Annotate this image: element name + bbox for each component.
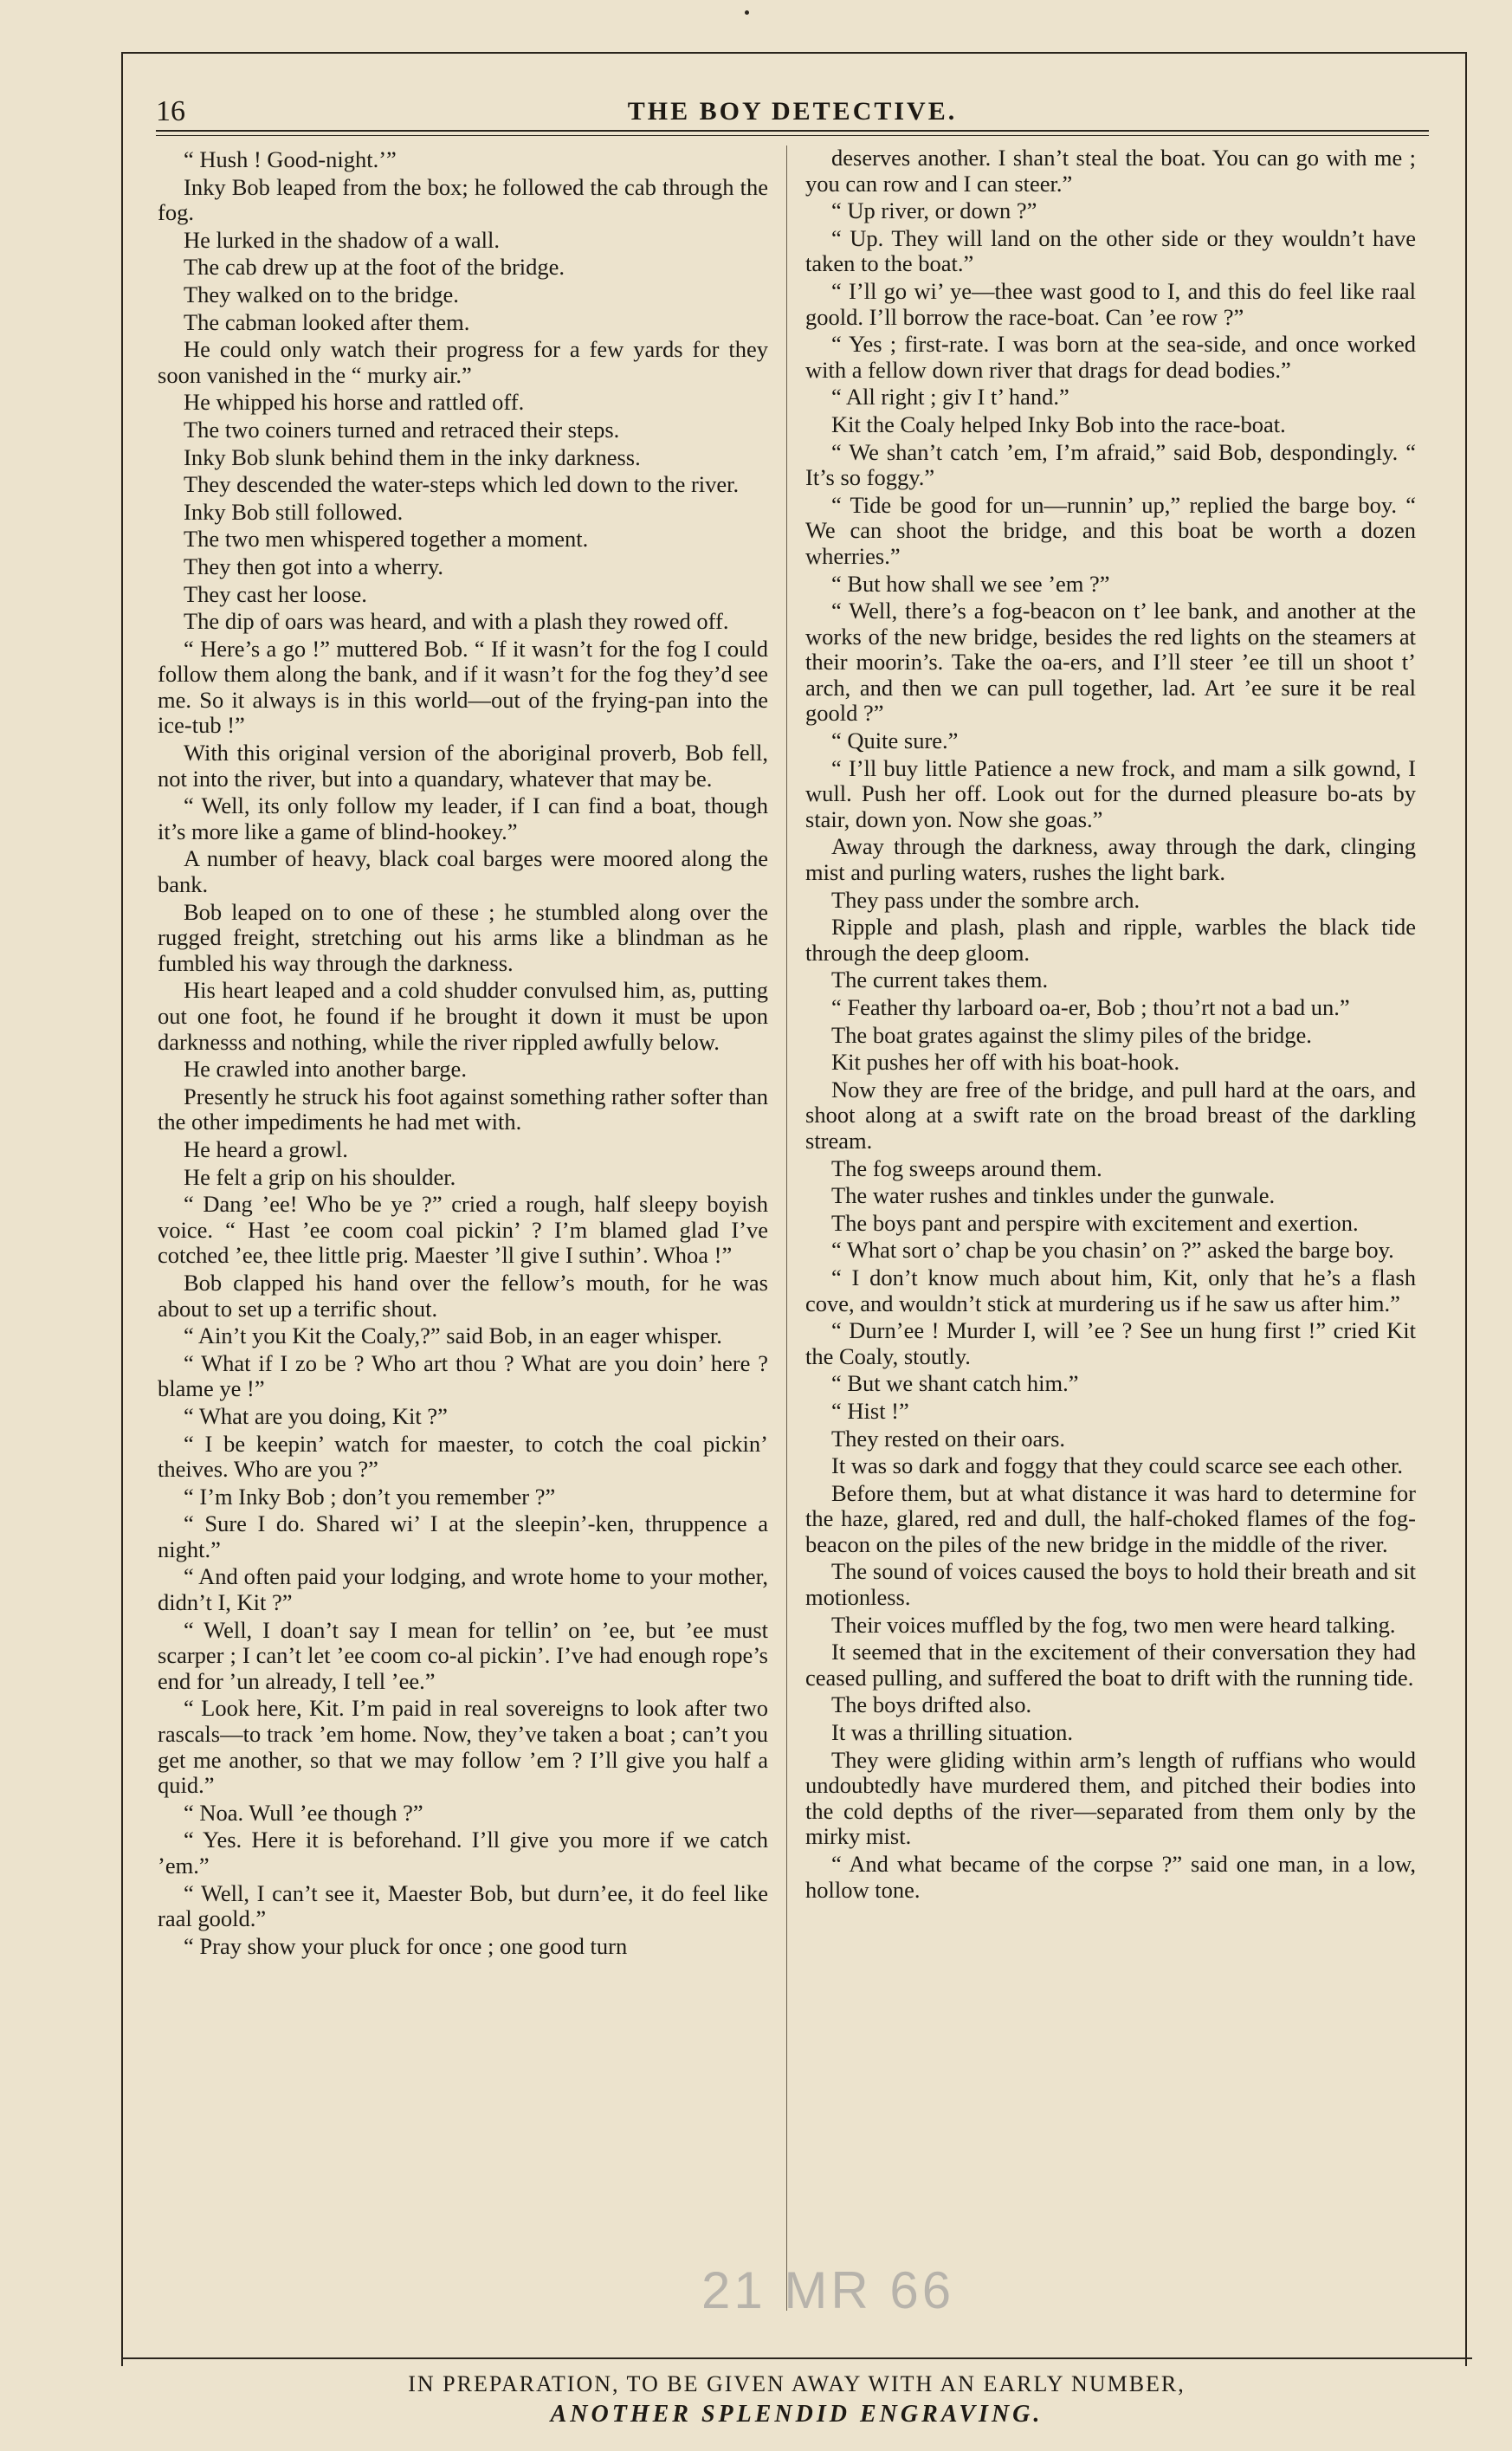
paragraph: The water rushes and tinkles under the gunwale. bbox=[831, 1182, 1276, 1209]
paragraph: Bob clapped his hand over the fellow’s mouth, for he was about to set up a terrific shout. bbox=[158, 1269, 768, 1322]
paragraph: “ Look here, Kit. I’m paid in real sovereigns to look after two rascals—to track ’em home. Now, they’ve taken a boat ; can’t you get me another, so that we may follow ’em ? I’ll give you half a quid.” bbox=[158, 1695, 768, 1799]
paragraph: “ Noa. Wull ’ee though ?” bbox=[184, 1799, 423, 1826]
paragraph: The boys pant and perspire with excitement and exertion. bbox=[831, 1209, 1359, 1236]
paragraph: “ Pray show your pluck for once ; one good turn bbox=[184, 1932, 628, 1959]
paragraph: The cab drew up at the foot of the bridge. bbox=[184, 254, 565, 281]
paragraph: The fog sweeps around them. bbox=[831, 1154, 1102, 1181]
paragraph: “ Ain’t you Kit the Coaly,?” said Bob, in an eager whisper. bbox=[184, 1323, 722, 1349]
paragraph: The current takes them. bbox=[831, 967, 1049, 993]
page-number: 16 bbox=[156, 95, 185, 127]
paragraph: “ Feather thy larboard oa-er, Bob ; thou’rt not a bad un.” bbox=[831, 994, 1350, 1020]
paragraph: Inky Bob leaped from the box; he followed the cab through the fog. bbox=[158, 173, 768, 226]
paragraph: Inky Bob slunk behind them in the inky darkness. bbox=[184, 443, 641, 470]
paragraph: “ Up river, or down ?” bbox=[831, 197, 1037, 224]
paragraph: “ But how shall we see ’em ?” bbox=[831, 570, 1110, 597]
paragraph: They pass under the sombre arch. bbox=[831, 886, 1140, 913]
paragraph: Ripple and plash, plash and ripple, warbles the black tide through the deep gloom. bbox=[805, 914, 1416, 966]
paragraph: They were gliding within arm’s length of ruffians who would undoubtedly have murdered them, and pitched their bodies into the cold depths of the river—separated from them only by the mirky mist. bbox=[805, 1746, 1416, 1850]
paragraph: “ Up. They will land on the other side or they wouldn’t have taken to the boat.” bbox=[805, 224, 1416, 277]
paragraph: They descended the water-steps which led down to the river. bbox=[184, 471, 740, 498]
paragraph: It was so dark and foggy that they could scarce see each other. bbox=[831, 1452, 1404, 1479]
paragraph: The sound of voices caused the boys to hold their breath and sit motionless. bbox=[805, 1558, 1416, 1611]
paragraph: “ Sure I do. Shared wi’ I at the sleepin’-ken, thruppence a night.” bbox=[158, 1510, 768, 1562]
footer-announcement: IN PREPARATION, TO BE GIVEN AWAY WITH AN EARLY NUMBER, bbox=[408, 2371, 1186, 2396]
paragraph: Their voices muffled by the fog, two men were heard talking. bbox=[831, 1611, 1396, 1638]
header-rule bbox=[156, 130, 1429, 132]
paragraph: He could only watch their progress for a few yards for they soon vanished in the “ murky air.” bbox=[158, 336, 768, 388]
paragraph: “ But we shant catch him.” bbox=[831, 1370, 1079, 1397]
paragraph: “ What are you doing, Kit ?” bbox=[184, 1402, 448, 1429]
paragraph: The two coiners turned and retraced their steps. bbox=[184, 416, 620, 443]
paragraph: The boat grates against the slimy piles of the bridge. bbox=[831, 1021, 1312, 1048]
paragraph: “ Hist !” bbox=[831, 1397, 909, 1424]
library-stamp: 21 MR 66 bbox=[701, 2261, 955, 2319]
paragraph: “ Durn’ee ! Murder I, will ’ee ? See un hung first !” cried Kit the Coaly, stoutly. bbox=[805, 1317, 1416, 1369]
paragraph: The boys drifted also. bbox=[831, 1691, 1032, 1718]
column-divider bbox=[786, 146, 787, 2311]
paragraph: They rested on their oars. bbox=[831, 1425, 1066, 1452]
paragraph: “ And often paid your lodging, and wrote home to your mother, didn’t I, Kit ?” bbox=[158, 1563, 768, 1616]
paragraph: “ All right ; giv I t’ hand.” bbox=[831, 384, 1069, 411]
footer-engraving: ANOTHER SPLENDID ENGRAVING. bbox=[550, 2401, 1044, 2428]
footer bbox=[121, 2371, 1472, 2428]
paragraph: The dip of oars was heard, and with a plash they rowed off. bbox=[184, 608, 729, 635]
paragraph: “ I’ll go wi’ ye—thee wast good to I, and this do feel like raal goold. I’ll borrow the race-boat. Can ’ee row ?” bbox=[805, 277, 1416, 330]
paragraph: “ I’m Inky Bob ; don’t you remember ?” bbox=[184, 1483, 556, 1510]
paragraph: “ Well, its only follow my leader, if I can find a boat, though it’s more like a game of blind-hookey.” bbox=[158, 792, 768, 844]
paragraph: “ Well, I can’t see it, Maester Bob, but durn’ee, it do feel like raal goold.” bbox=[158, 1879, 768, 1932]
paragraph: Kit pushes her off with his boat-hook. bbox=[831, 1049, 1180, 1076]
paragraph: deserves another. I shan’t steal the boat. You can go with me ; you can row and I can steer.” bbox=[805, 145, 1416, 197]
paragraph: “ Yes ; first-rate. I was born at the sea-side, and once worked with a fellow down river that drags for dead bodies.” bbox=[805, 331, 1416, 383]
paragraph: His heart leaped and a cold shudder convulsed him, as, putting out one foot, he found if he brought it down it must be upon darknesss and nothing, while the river rippled awfully below. bbox=[158, 977, 768, 1055]
paragraph: “ Quite sure.” bbox=[831, 728, 959, 754]
print-speck bbox=[745, 10, 749, 15]
paragraph: “ Hush ! Good-night.’” bbox=[184, 146, 397, 172]
left-column bbox=[158, 147, 768, 1961]
paragraph: It seemed that in the excitement of their conversation they had ceased pulling, and suffered the boat to drift with the running tide. bbox=[805, 1639, 1416, 1691]
paragraph: He whipped his horse and rattled off. bbox=[184, 389, 525, 416]
paragraph: They then got into a wherry. bbox=[184, 553, 444, 579]
running-head bbox=[156, 88, 1429, 132]
header-rule-thin bbox=[156, 135, 1429, 136]
paragraph: The cabman looked after them. bbox=[184, 308, 470, 335]
paragraph: “ And what became of the corpse ?” said one man, in a low, hollow tone. bbox=[805, 1851, 1416, 1903]
paragraph: Bob leaped on to one of these ; he stumbled along over the rugged freight, stretching out his arms like a blindman as he fumbled his way through the darkness. bbox=[158, 898, 768, 976]
paragraph: “ Well, I doan’t say I mean for tellin’ on ’ee, but ’ee must scarper ; I can’t let ’ee coom co-al pickin’. I’ve had enough rope’s end for ’un already, I tell ’ee.” bbox=[158, 1616, 768, 1694]
paragraph: “ Here’s a go !” muttered Bob. “ If it wasn’t for the fog I could follow them along the bank, and if it wasn’t for the fog they’d see me. So it always is in this world—out of the frying-pan into the ice-tub !” bbox=[158, 635, 768, 739]
paragraph: He felt a grip on his shoulder. bbox=[184, 1163, 456, 1190]
paragraph: “ I be keepin’ watch for maester, to cotch the coal pickin’ theives. Who are you ?” bbox=[158, 1430, 768, 1483]
paragraph: They cast her loose. bbox=[184, 580, 367, 607]
paragraph: “ I’ll buy little Patience a new frock, and mam a silk gownd, I wull. Push her off. Look out for the durned pleasure bo-ats by stair, down yon. Now she goas.” bbox=[805, 754, 1416, 832]
paragraph: “ I don’t know much about him, Kit, only that he’s a flash cove, and wouldn’t stick at murdering us if he saw us after him.” bbox=[805, 1264, 1416, 1316]
paragraph: “ Tide be good for un—runnin’ up,” replied the barge boy. “ We can shoot the bridge, and this boat be worth a dozen wherries.” bbox=[805, 491, 1416, 569]
paragraph: It was a thrilling situation. bbox=[831, 1719, 1073, 1746]
paragraph: “ Dang ’ee! Who be ye ?” cried a rough, half sleepy boyish voice. “ Hast ’ee coom coal pickin’ ? I’m blamed glad I’ve cotched ’ee, thee little prig. Maester ’ll give I suthin’. Whoa !” bbox=[158, 1191, 768, 1269]
right-column bbox=[805, 146, 1416, 1905]
paragraph: “ What if I zo be ? Who art thou ? What are you doin’ here ? blame ye !” bbox=[158, 1349, 768, 1402]
paragraph: “ We shan’t catch ’em, I’m afraid,” said Bob, despondingly. “ It’s so foggy.” bbox=[805, 438, 1416, 491]
paragraph: He lurked in the shadow of a wall. bbox=[184, 226, 501, 253]
paragraph: Away through the darkness, away through the dark, clinging mist and purling waters, rushes the light bark. bbox=[805, 833, 1416, 886]
paragraph: Inky Bob still followed. bbox=[184, 498, 404, 525]
paragraph: A number of heavy, black coal barges were moored along the bank. bbox=[158, 845, 768, 898]
paragraph: Before them, but at what distance it was hard to determine for the haze, glared, red and dull, the half-choked flames of the fog-beacon on the piles of the new bridge in the middle of the river. bbox=[805, 1479, 1416, 1557]
paragraph: Now they are free of the bridge, and pull hard at the oars, and shoot along at a swift rate on the broad breast of the darkling stream. bbox=[805, 1076, 1416, 1154]
paragraph: “ What sort o’ chap be you chasin’ on ?” asked the barge boy. bbox=[831, 1237, 1394, 1264]
paragraph: “ Yes. Here it is beforehand. I’ll give you more if we catch ’em.” bbox=[158, 1827, 768, 1879]
paragraph: The two men whispered together a moment. bbox=[184, 526, 589, 553]
paragraph: He heard a growl. bbox=[184, 1135, 348, 1162]
paragraph: With this original version of the aboriginal proverb, Bob fell, not into the river, but into a quandary, whatever that may be. bbox=[158, 740, 768, 792]
running-title: THE BOY DETECTIVE. bbox=[627, 97, 958, 126]
footer-rule bbox=[121, 2357, 1472, 2359]
paragraph: He crawled into another barge. bbox=[184, 1056, 467, 1083]
paragraph: Kit the Coaly helped Inky Bob into the race-boat. bbox=[831, 411, 1286, 437]
paragraph: “ Well, there’s a fog-beacon on t’ lee bank, and another at the works of the new bridge, besides the red lights on the steamers at their moorin’s. Take the oa-ers, and I’ll steer ’ee till un shoot t’ arch, and then we can pull together, lad. Art ’ee sure it be real goold ?” bbox=[805, 598, 1416, 727]
paragraph: They walked on to the bridge. bbox=[184, 281, 459, 307]
paragraph: Presently he struck his foot against something rather softer than the other impediments he had met with. bbox=[158, 1083, 768, 1135]
